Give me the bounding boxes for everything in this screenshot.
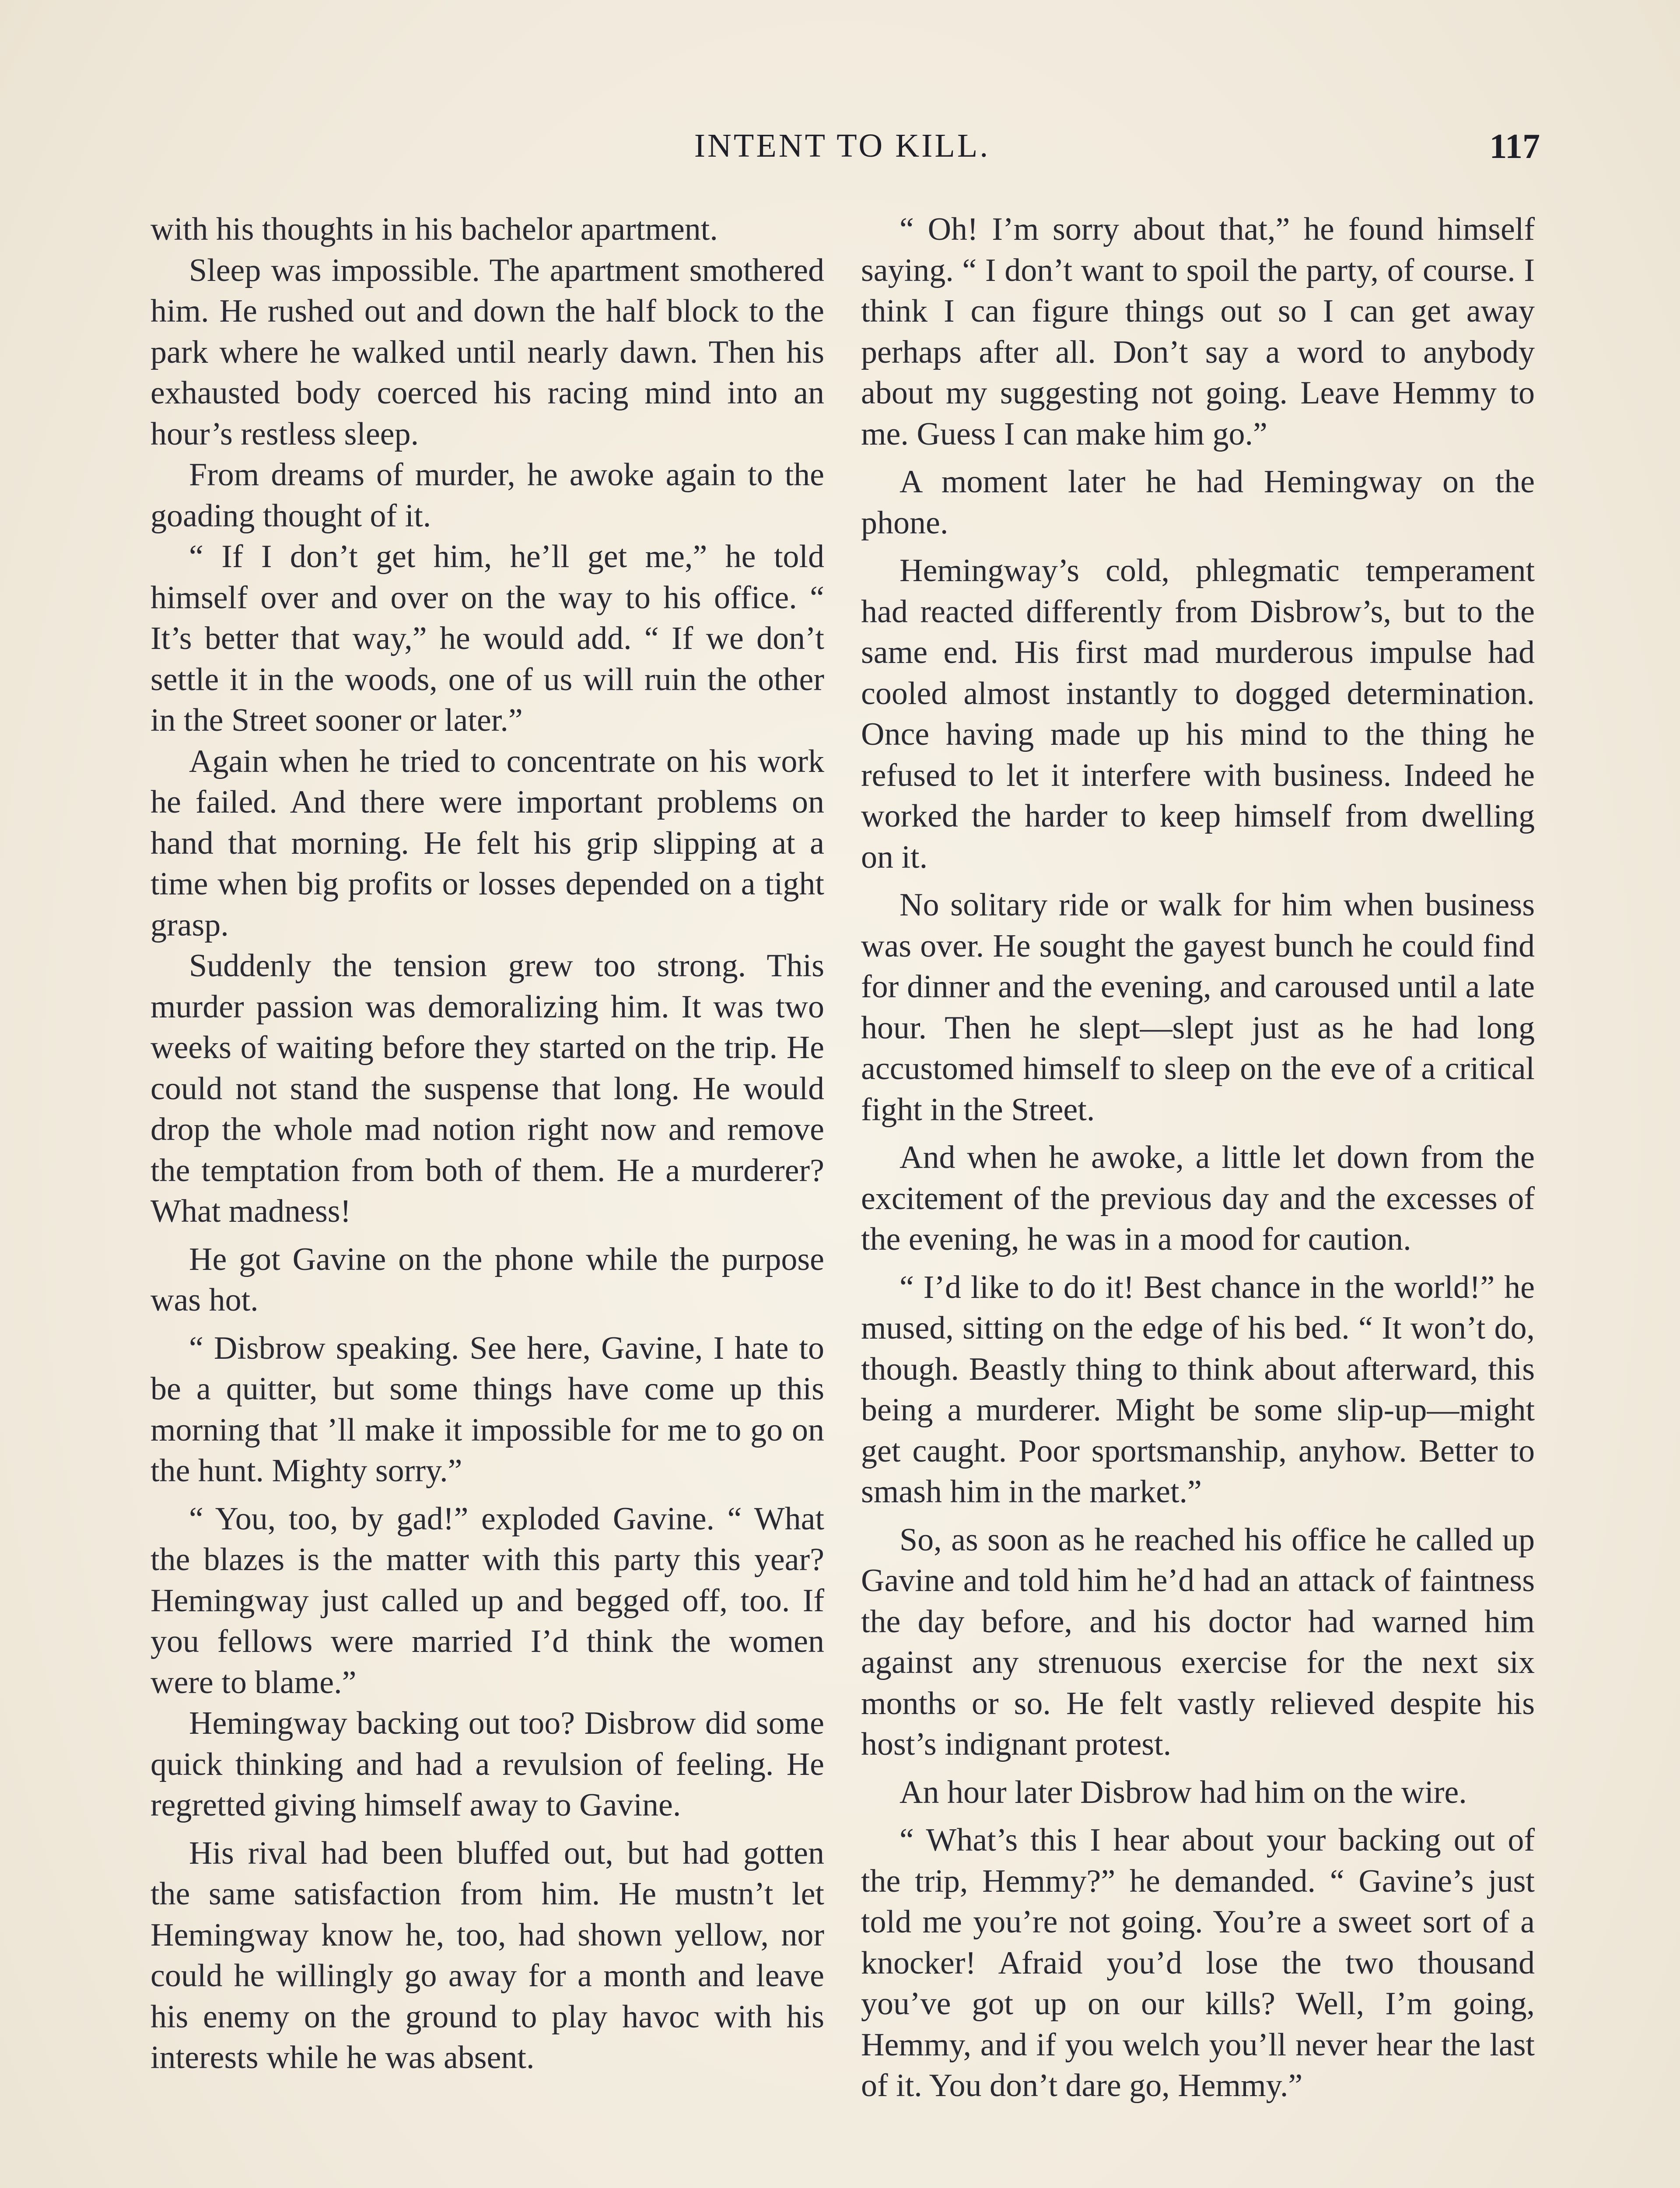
paragraph: Again when he tried to concentrate on his work he failed. And there were important problems on hand that morning. He felt his grip slipping at a time when big profits or losses depended on a tight grasp. bbox=[150, 743, 824, 943]
running-head: INTENT TO KILL. bbox=[694, 127, 990, 164]
left-column bbox=[150, 209, 824, 2188]
paragraph: He got Gavine on the phone while the purpose was hot. bbox=[150, 1241, 824, 1318]
paragraph: Hemingway backing out too? Disbrow did some quick thinking and had a revulsion of feeling. He regretted giving himself away to Gavine. bbox=[150, 1705, 824, 1823]
paragraph: “ You, too, by gad!” exploded Gavine. “ What the blazes is the matter with this party this year? Hemingway just called up and begged off, too. If you fellows were married I’d think the women were to blame.” bbox=[150, 1501, 824, 1701]
paragraph: “ What’s this I hear about your backing out of the trip, Hemmy?” he demanded. “ Gavine’s just told me you’re not going. You’re a sweet sort of a knocker! Afraid you’d lose the two thousand you’ve got up on our kills? Well, I’m going, Hemmy, and if you welch you’ll never hear the last of it. You don’t dare go, Hemmy.” bbox=[861, 1822, 1535, 2104]
page-number: 117 bbox=[1489, 127, 1540, 166]
paragraph: “ Oh! I’m sorry about that,” he found himself saying. “ I don’t want to spoil the party, of course. I think I can figure things out so I can get away perhaps after all. Don’t say a word to anybody about my suggesting not going. Leave Hemmy to me. Guess I can make him go.” bbox=[861, 211, 1535, 452]
paragraph: So, as soon as he reached his office he called up Gavine and told him he’d had an attack of faintness the day before, and his doctor had warned him against any strenuous exercise for the next six months or so. He felt vastly relieved despite his host’s indignant protest. bbox=[861, 1522, 1535, 1762]
paragraph: “ I’d like to do it! Best chance in the world!” he mused, sitting on the edge of his bed. “ It won’t do, though. Beastly thing to think about afterward, this being a murderer. Might be some slip-up—might get caught. Poor sportsmanship, anyhow. Better to smash him in the market.” bbox=[861, 1269, 1535, 1510]
paragraph: From dreams of murder, he awoke again to the goading thought of it. bbox=[150, 457, 824, 534]
paragraph: And when he awoke, a little let down from the excitement of the previous day and the excesses of the evening, he was in a mood for caution. bbox=[861, 1140, 1535, 1257]
paragraph: “ If I don’t get him, he’ll get me,” he told himself over and over on the way to his office. “ It’s better that way,” he would add. “ If we don’t settle it in the woods, one of us will ruin the other in the Street sooner or later.” bbox=[150, 539, 824, 738]
paragraph: Suddenly the tension grew too strong. This murder passion was demoralizing him. It was two weeks of waiting before they started on the trip. He could not stand the suspense that long. He would drop the whole mad notion right now and remove the temptation from both of them. He a murderer? What madness! bbox=[150, 948, 824, 1229]
right-column bbox=[861, 209, 1535, 2188]
paragraph: with his thoughts in his bachelor apartment. bbox=[150, 211, 718, 247]
paragraph: Sleep was impossible. The apartment smothered him. He rushed out and down the half block to the park where he walked until nearly dawn. Then his exhausted body coerced his racing mind into an hour’s restless sleep. bbox=[150, 252, 824, 452]
page-header bbox=[144, 127, 1540, 184]
paragraph: A moment later he had Hemingway on the phone. bbox=[861, 464, 1535, 541]
paragraph: An hour later Disbrow had him on the wire. bbox=[900, 1774, 1467, 1810]
paragraph: No solitary ride or walk for him when business was over. He sought the gayest bunch he could find for dinner and the evening, and caroused until a late hour. Then he slept—slept just as he had long accustomed himself to sleep on the eve of a critical fight in the Street. bbox=[861, 887, 1535, 1128]
paragraph: “ Disbrow speaking. See here, Gavine, I hate to be a quitter, but some things have come up this morning that ’ll make it impossible for me to go on the hunt. Mighty sorry.” bbox=[150, 1330, 824, 1489]
paragraph: His rival had been bluffed out, but had gotten the same satisfaction from him. He mustn’t let Hemingway know he, too, had shown yellow, nor could he willingly go away for a month and leave his enemy on the ground to play havoc with his interests while he was absent. bbox=[150, 1835, 824, 2076]
paragraph: Hemingway’s cold, phlegmatic temperament had reacted differently from Disbrow’s, but to the same end. His first mad murderous impulse had cooled almost instantly to dogged determination. Once having made up his mind to the thing he refused to let it interfere with business. Indeed he worked the harder to keep himself from dwelling on it. bbox=[861, 553, 1535, 875]
